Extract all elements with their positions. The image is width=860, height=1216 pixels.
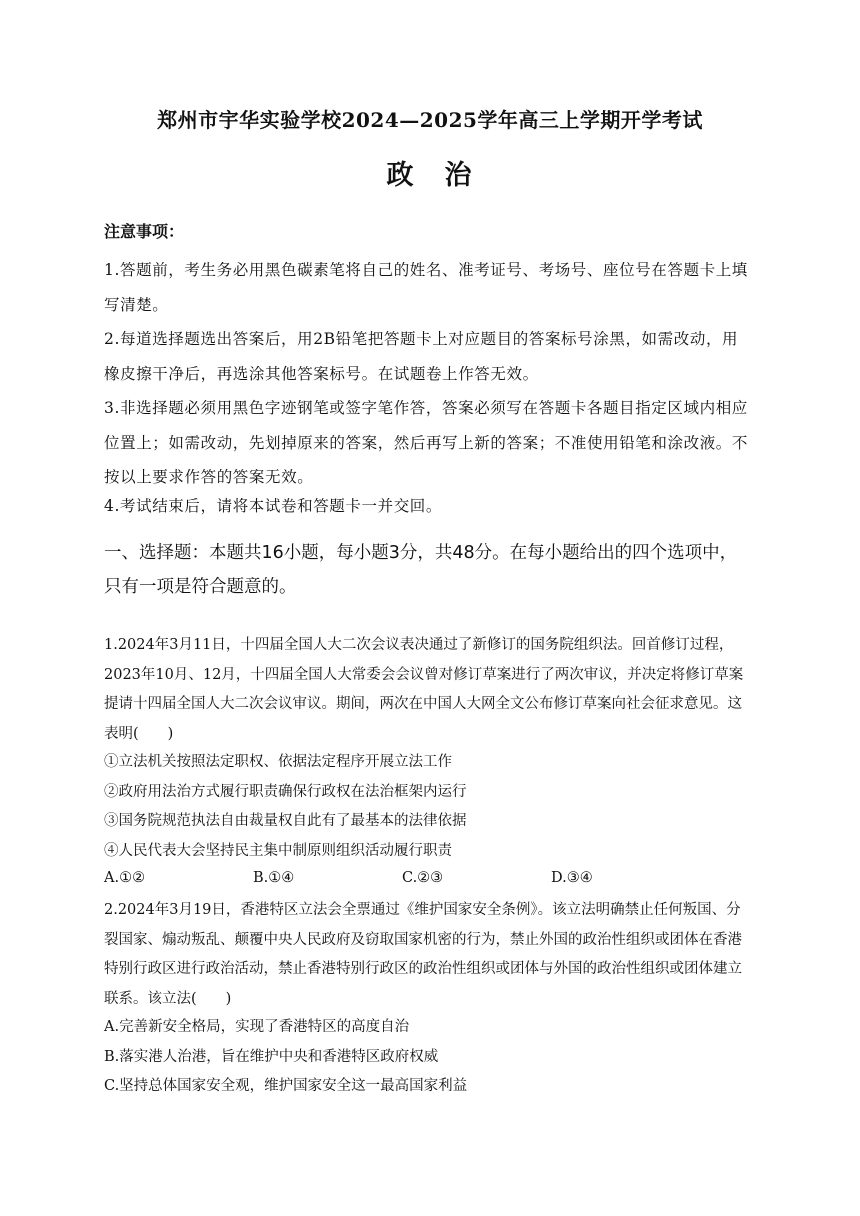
question-1-options <box>104 866 752 896</box>
option-c: C.坚持总体国家安全观，维护国家安全这一最高国家利益 <box>104 1078 468 1094</box>
statement-2: ②政府用法治方式履行职责确保行政权在法治框架内运行 <box>104 783 467 800</box>
notice-heading: 注意事项： <box>104 222 185 241</box>
exam-title: 郑州市宇华实验学校2024—2025学年高三上学期开学考试 <box>157 108 703 132</box>
subject-title: 政 治 <box>386 160 474 191</box>
statement-1: ①立法机关按照法定职权、依据法定程序开展立法工作 <box>104 754 452 770</box>
question-1-statements <box>104 748 752 866</box>
notice-item-1: 1.答题前，考生务必用黑色碳素笔将自己的姓名、准考证号、考场号、座位号在答题卡上填写清楚。 <box>104 261 748 314</box>
option-a: A.①② <box>104 870 146 886</box>
option-c: C.②③ <box>402 870 444 886</box>
option-d: D.③④ <box>551 870 593 886</box>
question-2-stem: 2.2024年3月19日，香港特区立法会全票通过《维护国家安全条例》。该立法明确禁止任何叛国、分裂国家、煽动叛乱、颠覆中央人民政府及窃取国家机密的行为，禁止外国的政治性组织或团体在香港特别行政区进行政治活动，禁止香港特别行政区的政治性组织或团体与外国的政治性组织或团体建立联系。该立法( ) <box>104 902 742 1007</box>
option-b: B.①④ <box>253 870 295 886</box>
option-b: B.落实港人治港，旨在维护中央和香港特区政府权威 <box>104 1048 439 1065</box>
statement-3: ③国务院规范执法自由裁量权自此有了最基本的法律依据 <box>104 813 467 829</box>
question-2-options <box>104 1013 752 1102</box>
option-a: A.完善新安全格局，实现了香港特区的高度自治 <box>104 1019 410 1035</box>
notice-item-3: 3.非选择题必须用黑色字迹钢笔或签字笔作答，答案必须写在答题卡各题目指定区域内相应位置上；如需改动，先划掉原来的答案，然后再写上新的答案；不准使用铅笔和涂改液。不按以上要求作答的答案无效。 <box>104 399 749 486</box>
question-1-stem: 1.2024年3月11日，十四届全国人大二次会议表决通过了新修订的国务院组织法。回首修订过程，2023年10月、12月，十四届全国人大常委会会议曾对修订草案进行了两次审议，并决定将修订草案提请十四届全国人大二次会议审议。期间，两次在中国人大网全文公布修订草案向社会征求意见。这表明( ) <box>104 637 744 742</box>
section-heading: 一、选择题：本题共16小题，每小题3分，共48分。在每小题给出的四个选项中，只有一项是符合题意的。 <box>104 543 738 597</box>
notice-item-2: 2.每道选择题选出答案后，用2B铅笔把答题卡上对应题目的答案标号涂黑，如需改动，用橡皮擦干净后，再选涂其他答案标号。在试题卷上作答无效。 <box>104 330 739 383</box>
statement-4: ④人民代表大会坚持民主集中制原则组织活动履行职责 <box>104 842 452 859</box>
notice-item-4: 4.考试结束后，请将本试卷和答题卡一并交回。 <box>104 497 442 515</box>
